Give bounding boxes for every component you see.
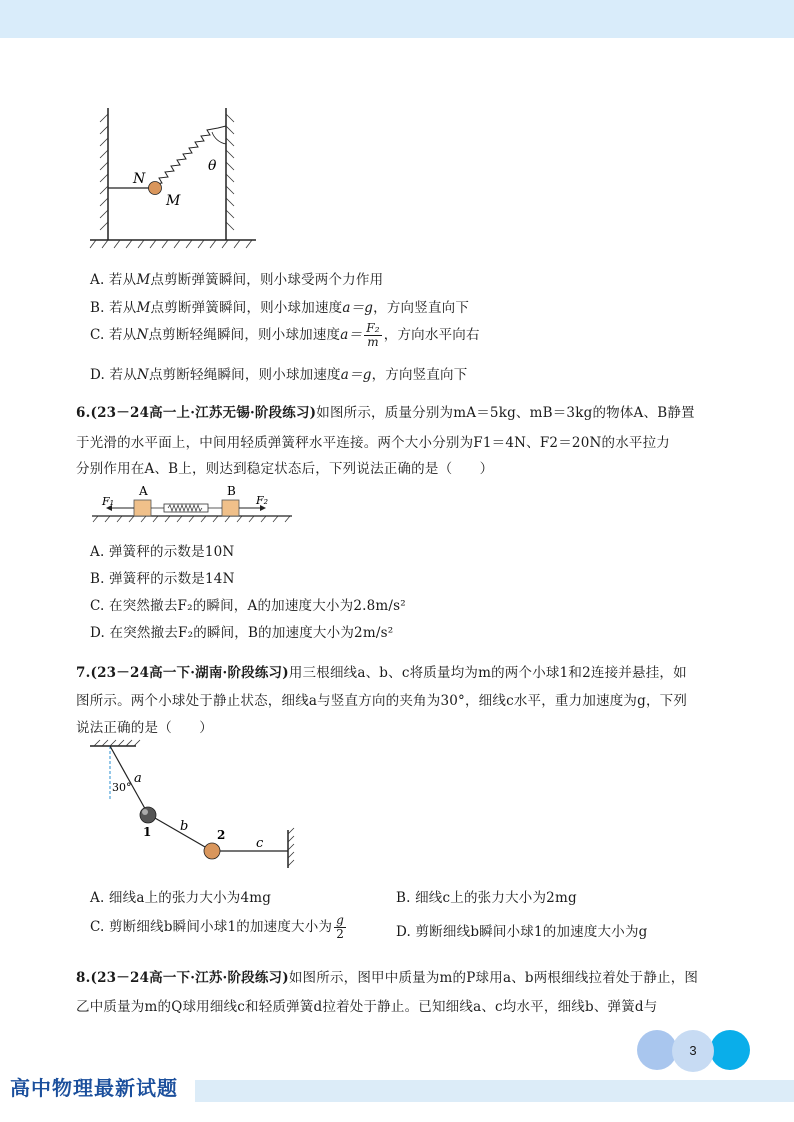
q7-stem-line2: 图所示。两个小球处于静止状态，细线a与竖直方向的夹角为30°，细线c水平，重力加速度为g，下列: [76, 693, 688, 709]
q6-option-b: B. 弹簧秤的示数是14N: [90, 571, 235, 587]
q7-option-a: A. 细线a上的张力大小为4mg: [90, 890, 272, 906]
q7-stem-line3: 说法正确的是（ ）: [76, 720, 213, 736]
q5-option-c-fraction: $\frac{\text{F₂}}{m}$: [366, 321, 380, 349]
page-number: 3: [672, 1030, 714, 1072]
q8-number: 8.: [76, 970, 91, 986]
q6-label-f2: F₂: [256, 494, 269, 507]
q8-source: (23－24高一下·江苏·阶段练习): [90, 970, 289, 986]
q6-figure: [88, 480, 298, 525]
page-decor-left: [637, 1030, 677, 1070]
q6-stem-line2: 于光滑的水平面上，中间用轻质弹簧秤水平连接。两个大小分别为F1＝4N、F2＝20N的水平拉力: [76, 435, 671, 451]
q7-figure: [86, 738, 306, 870]
q7-label-ball2: 2: [217, 828, 226, 842]
q6-label-b: B: [227, 484, 236, 498]
q5-option-b: B. 若从M点剪断弹簧瞬间，则小球加速度a＝g，方向竖直向下: [90, 300, 470, 316]
q5-option-a: A. 若从M点剪断弹簧瞬间，则小球受两个力作用: [90, 272, 384, 288]
page-decor-right: [710, 1030, 750, 1070]
q5-option-d: D. 若从N点剪断轻绳瞬间，则小球加速度a＝g，方向竖直向下: [90, 367, 468, 383]
q7-stem-line1: 7.(23－24高一下·湖南·阶段练习)用三根细线a、b、c将质量均为m的两个小球1和2连接并悬挂，如: [76, 665, 687, 681]
q8-stem-line1: 8.(23－24高一下·江苏·阶段练习)如图所示，图甲中质量为m的P球用a、b两根细线拉着处于静止，图: [76, 970, 699, 986]
q6-option-d: D. 在突然撤去F₂的瞬间，B的加速度大小为2m/s²: [90, 625, 394, 641]
q7-label-b: b: [180, 819, 189, 834]
q6-stem-line3: 分别作用在A、B上，则达到稳定状态后，下列说法正确的是（ ）: [76, 461, 494, 477]
footer-band: [195, 1080, 794, 1102]
q6-source: (23－24高一上·江苏无锡·阶段练习): [90, 405, 317, 421]
q5-label-N: N: [133, 171, 146, 187]
header-band: [0, 0, 794, 38]
q7-label-a: a: [134, 771, 142, 786]
q7-label-ball1: 1: [143, 825, 152, 839]
q7-number: 7.: [76, 665, 91, 681]
q5-figure: [86, 100, 266, 250]
q7-option-b: B. 细线c上的张力大小为2mg: [396, 890, 577, 906]
q6-stem-line1: 6.(23－24高一上·江苏无锡·阶段练习)如图所示，质量分别为mA＝5kg、mB＝3kg的物体A、B静置: [76, 405, 695, 421]
q7-label-angle: 30°: [112, 781, 132, 794]
q7-option-d: D. 剪断细线b瞬间小球1的加速度大小为g: [396, 924, 648, 940]
q7-option-c: C. 剪断细线b瞬间小球1的加速度大小为 $\frac{g}{2}$: [90, 913, 345, 941]
q7-option-c-fraction: $\frac{g}{2}$: [336, 913, 345, 941]
q5-option-c: C. 若从N点剪断轻绳瞬间，则小球加速度a＝ $\frac{\text{F₂}}{m}$ ，方向水平向右: [90, 321, 480, 349]
q6-label-a: A: [139, 484, 148, 498]
footer-brand: 高中物理最新试题: [10, 1076, 178, 1100]
q6-option-c: C. 在突然撤去F₂的瞬间，A的加速度大小为2.8m/s²: [90, 598, 406, 614]
q5-label-M: M: [166, 193, 181, 209]
q7-label-c: c: [256, 836, 264, 851]
q7-source: (23－24高一下·湖南·阶段练习): [90, 665, 289, 681]
q8-stem-line2: 乙中质量为m的Q球用细线c和轻质弹簧d拉着处于静止。已知细线a、c均水平，细线b、弹簧d与: [76, 999, 658, 1015]
q6-number: 6.: [76, 405, 91, 421]
q6-option-a: A. 弹簧秤的示数是10N: [90, 544, 235, 560]
q6-label-f1: F₁: [102, 495, 115, 508]
q5-label-theta: θ: [208, 158, 217, 174]
